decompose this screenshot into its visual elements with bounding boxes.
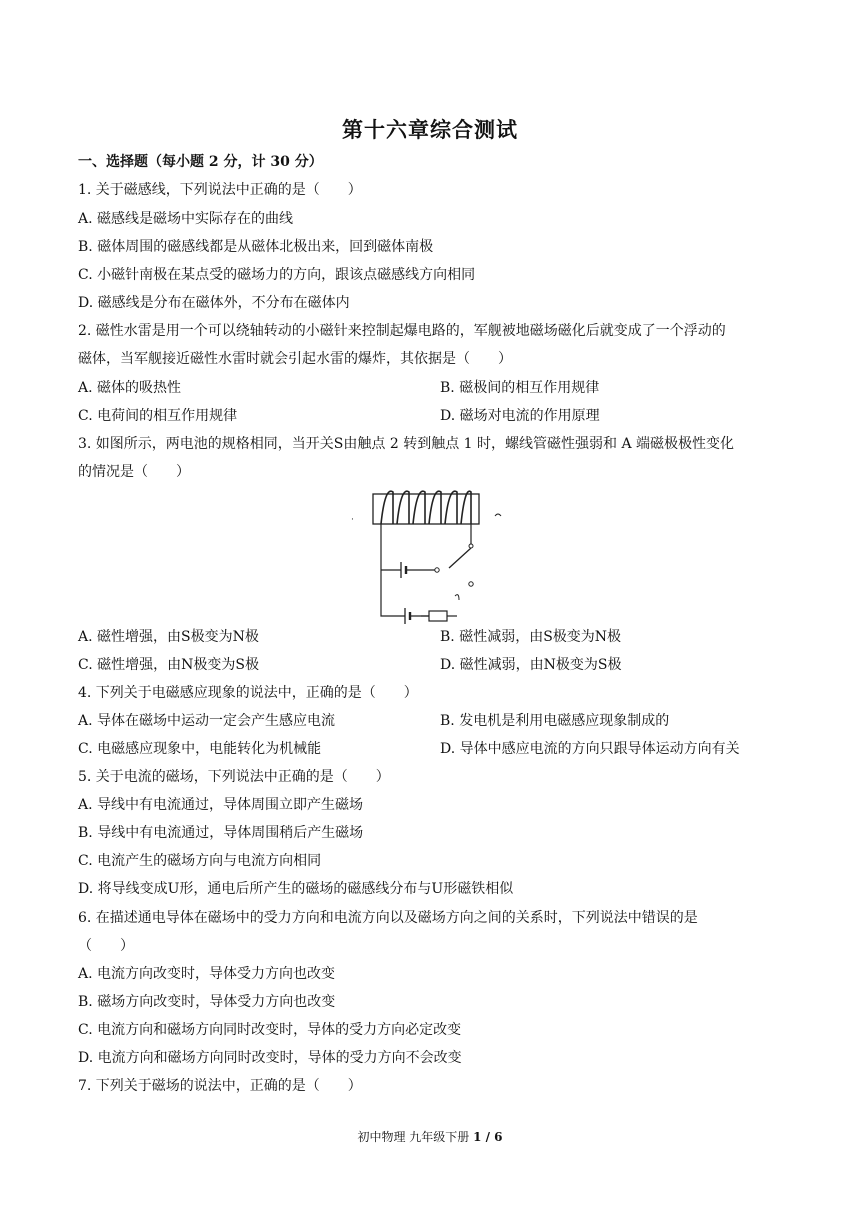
question-5-option-c: C. 电流产生的磁场方向与电流方向相同: [78, 853, 322, 869]
contact-1: [435, 568, 439, 572]
question-4-option-b: B. 发电机是利用电磁感应现象制成的: [440, 713, 670, 729]
question-5-stem: 5. 关于电流的磁场，下列说法中正确的是（ ）: [78, 769, 390, 785]
question-1-option-b: B. 磁体周围的磁感线都是从磁体北极出来，回到磁体南极: [78, 239, 434, 255]
end-mark-right: [495, 514, 501, 516]
question-3-option-c: C. 磁性增强，由N极变为S极: [78, 657, 259, 673]
question-3-option-d: D. 磁性减弱，由N极变为S极: [440, 657, 622, 673]
section-heading: 一、选择题（每小题 2 分，计 30 分）: [78, 154, 323, 170]
solenoid-circuit-diagram: [345, 484, 515, 624]
question-1-option-a: A. 磁感线是磁场中实际存在的曲线: [78, 211, 294, 227]
question-6-stem-line1: 6. 在描述通电导体在磁场中的受力方向和电流方向以及磁场方向之间的关系时，下列说法中错误的是: [78, 910, 698, 926]
resistor: [429, 611, 447, 621]
page-title: 第十六章综合测试: [342, 117, 518, 142]
question-3-option-b: B. 磁性减弱，由S极变为N极: [440, 629, 622, 645]
question-2-option-d: D. 磁场对电流的作用原理: [440, 408, 600, 424]
question-3-option-a: A. 磁性增强，由S极变为N极: [78, 629, 259, 645]
question-1-option-d: D. 磁感线是分布在磁体外，不分布在磁体内: [78, 295, 350, 311]
question-4-option-a: A. 导体在磁场中运动一定会产生感应电流: [78, 713, 336, 729]
solenoid-coil: [381, 491, 471, 524]
footer-page-number: 1 / 6: [473, 1130, 503, 1144]
battery-2: [405, 608, 410, 624]
page-footer: [0, 1128, 860, 1145]
switch-pivot: [469, 544, 473, 548]
question-6-option-c: C. 电流方向和磁场方向同时改变时，导体的受力方向必定改变: [78, 1022, 462, 1038]
question-6-option-d: D. 电流方向和磁场方向同时改变时，导体的受力方向不会改变: [78, 1050, 462, 1066]
battery-1: [401, 562, 406, 578]
question-2-option-b: B. 磁极间的相互作用规律: [440, 380, 600, 396]
question-7-stem: 7. 下列关于磁场的说法中，正确的是（ ）: [78, 1078, 362, 1094]
question-2-stem-line1: 2. 磁性水雷是用一个可以绕轴转动的小磁针来控制起爆电路的，军舰被地磁场磁化后就变成了一个浮动的: [78, 323, 726, 339]
footer-course: 初中物理 九年级下册: [357, 1130, 474, 1144]
question-1-option-c: C. 小磁针南极在某点受的磁场力的方向，跟该点磁感线方向相同: [78, 267, 476, 283]
question-1-stem: 1. 关于磁感线，下列说法中正确的是（ ）: [78, 182, 362, 198]
question-3-stem-line1: 3. 如图所示，两电池的规格相同，当开关S由触点 2 转到触点 1 时，螺线管磁性强弱和 A 端磁极极性变化: [78, 436, 735, 452]
contact-2: [469, 582, 473, 586]
question-4-option-d: D. 导体中感应电流的方向只跟导体运动方向有关: [440, 741, 740, 757]
question-3-stem-line2: 的情况是（ ）: [78, 464, 190, 480]
question-5-option-d: D. 将导线变成U形，通电后所产生的磁场的磁感线分布与U形磁铁相似: [78, 881, 514, 897]
question-5-option-b: B. 导线中有电流通过，导体周围稍后产生磁场: [78, 825, 364, 841]
question-6-option-a: A. 电流方向改变时，导体受力方向也改变: [78, 966, 336, 982]
switch-lever: [449, 548, 471, 568]
question-4-stem: 4. 下列关于电磁感应现象的说法中，正确的是（ ）: [78, 685, 418, 701]
question-6-stem-line2: （ ）: [78, 938, 134, 954]
contact-2-wire: [455, 595, 459, 600]
end-mark-left: ·: [351, 515, 354, 525]
question-4-option-c: C. 电磁感应现象中，电能转化为机械能: [78, 741, 322, 757]
question-6-option-b: B. 磁场方向改变时，导体受力方向也改变: [78, 994, 336, 1010]
question-2-option-c: C. 电荷间的相互作用规律: [78, 408, 238, 424]
question-2-stem-line2: 磁体，当军舰接近磁性水雷时就会引起水雷的爆炸，其依据是（ ）: [78, 351, 512, 367]
question-5-option-a: A. 导线中有电流通过，导体周围立即产生磁场: [78, 797, 364, 813]
question-2-option-a: A. 磁体的吸热性: [78, 380, 182, 396]
